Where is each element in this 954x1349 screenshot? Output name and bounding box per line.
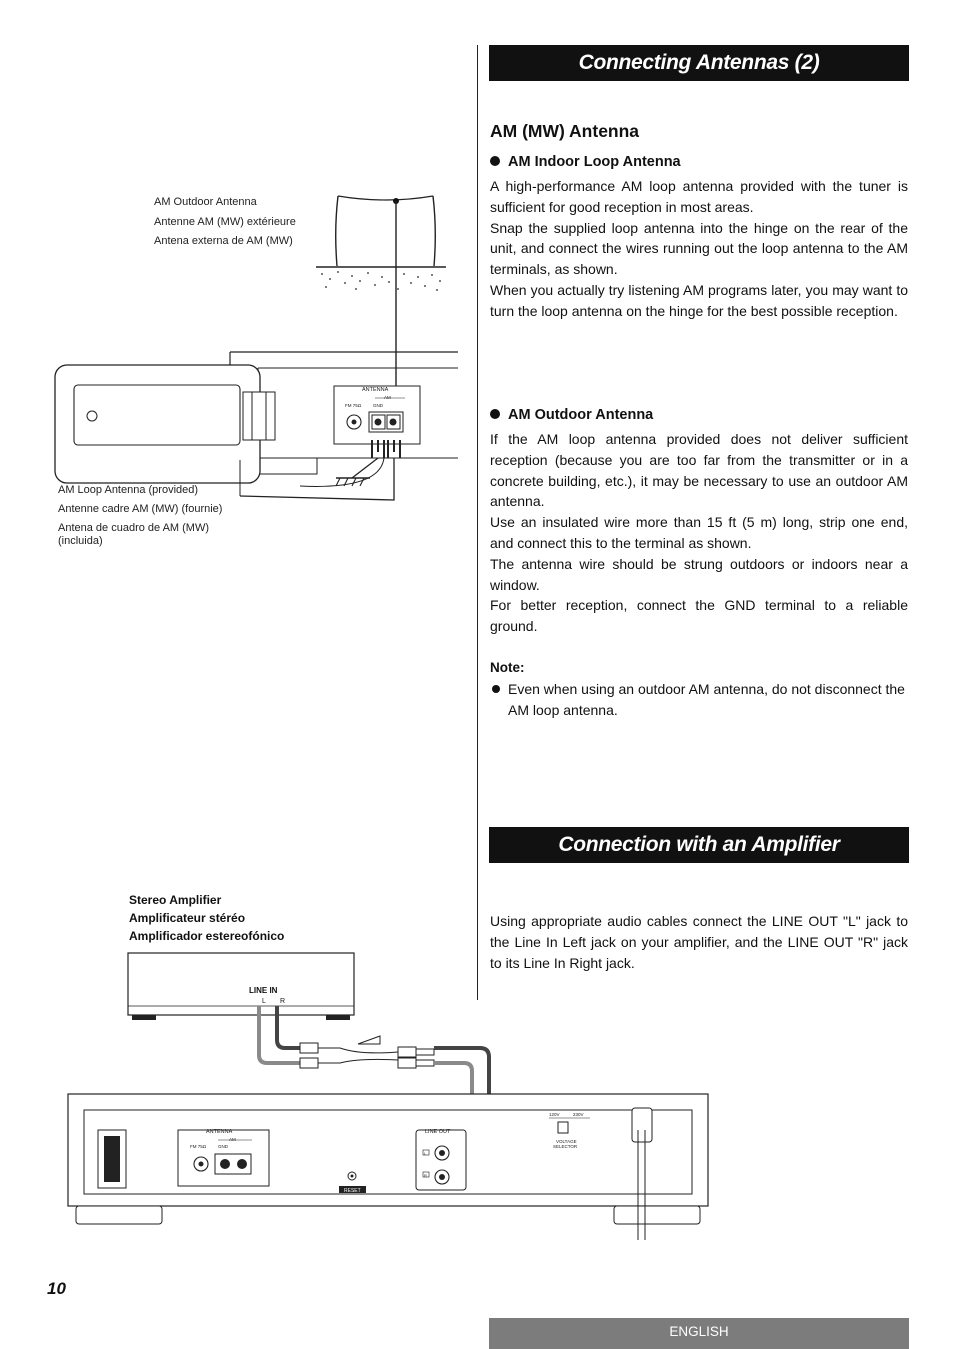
paragraph: The antenna wire should be strung outdoors or indoors near a window.: [490, 555, 908, 593]
voltage-label: VOLTAGE: [556, 1139, 577, 1144]
outdoor-antenna-heading-text: AM Outdoor Antenna: [508, 407, 654, 423]
amplifier-label-es: Amplificador estereofónico: [129, 929, 285, 943]
outdoor-antenna-label-en: AM Outdoor Antenna: [154, 196, 257, 208]
panel-am-label: AM: [384, 395, 391, 400]
panel-antenna-label: ANTENNA: [362, 387, 389, 393]
bullet-icon: [490, 156, 500, 166]
line-out-l: L: [424, 1151, 427, 1156]
outdoor-antenna-text: [490, 429, 908, 637]
bullet-icon: [492, 685, 500, 693]
section-title-antennas: Connecting Antennas (2): [489, 45, 909, 81]
note-item: [490, 679, 908, 721]
indoor-loop-text: [490, 176, 908, 322]
loop-antenna-label-fr: Antenne cadre AM (MW) (fournie): [58, 503, 223, 515]
reset-label: RESET: [344, 1188, 361, 1194]
indoor-loop-heading: [490, 154, 681, 170]
loop-antenna-label-es-2: (incluida): [58, 535, 103, 547]
paragraph: A high-performance AM loop antenna provided with the tuner is sufficient for good reception in most areas.: [490, 178, 908, 215]
amplifier-text: Using appropriate audio cables connect the LINE OUT "L" jack to the Line In Left jack on your amplifier, and the LINE OUT "R" jack to its Line In Right jack.: [490, 913, 908, 971]
loop-antenna-label-en: AM Loop Antenna (provided): [58, 484, 199, 496]
line-out-r: R: [424, 1173, 427, 1178]
outdoor-antenna-label-fr: Antenne AM (MW) extérieure: [154, 216, 296, 228]
note-title: Note:: [490, 660, 525, 675]
note-text: Even when using an outdoor AM antenna, do not disconnect the AM loop antenna.: [508, 681, 905, 718]
paragraph: If the AM loop antenna provided does not deliver sufficient reception (because you are too far from the transmitter or in a concrete building, etc.), it may be necessary to use an outdoor AM antenna.: [490, 431, 908, 510]
rear-antenna-label: ANTENNA: [206, 1129, 233, 1135]
paragraph: When you actually try listening AM programs later, you may want to turn the loop antenna on the hinge for the best possible reception.: [490, 281, 908, 319]
loop-antenna-label-es: Antena de cuadro de AM (MW): [58, 522, 210, 534]
panel-fm-label: FM 75Ω: [345, 403, 362, 408]
selector-label: SELECTOR: [553, 1144, 578, 1149]
paragraph: For better reception, connect the GND terminal to a reliable ground.: [490, 597, 908, 635]
rear-am-label: AM: [229, 1137, 236, 1142]
outdoor-antenna-label-es: Antena externa de AM (MW): [154, 235, 293, 247]
amplifier-label-en: Stereo Amplifier: [129, 893, 222, 907]
rear-gnd-label: GND: [218, 1144, 228, 1149]
line-in-r: R: [280, 998, 286, 1005]
paragraph: Snap the supplied loop antenna into the hinge on the rear of the unit, and connect the wires running out the loop antenna to the AM terminals, as shown.: [490, 219, 908, 278]
amplifier-connection-diagram: [0, 940, 720, 1245]
v120-label: 120V: [549, 1112, 560, 1117]
line-in-l: L: [262, 998, 266, 1005]
indoor-loop-heading-text: AM Indoor Loop Antenna: [508, 154, 681, 170]
rear-fm-label: FM 75Ω: [190, 1144, 207, 1149]
am-antenna-heading: AM (MW) Antenna: [490, 121, 640, 141]
v230-label: 230V: [573, 1112, 584, 1117]
bullet-icon: [490, 409, 500, 419]
page-number: 10: [47, 1279, 66, 1298]
panel-gnd-label: GND: [373, 403, 383, 408]
paragraph: Use an insulated wire more than 15 ft (5 m) long, strip one end, and connect this to the terminal as shown.: [490, 514, 908, 551]
line-in-label: LINE IN: [249, 986, 278, 995]
line-out-label: LINE OUT: [425, 1129, 451, 1135]
outdoor-antenna-heading: [490, 407, 653, 423]
language-tab: ENGLISH: [489, 1318, 909, 1349]
am-antenna-diagram: [0, 0, 478, 560]
section-title-amplifier: Connection with an Amplifier: [489, 827, 909, 863]
amplifier-label-fr: Amplificateur stéréo: [129, 911, 246, 925]
